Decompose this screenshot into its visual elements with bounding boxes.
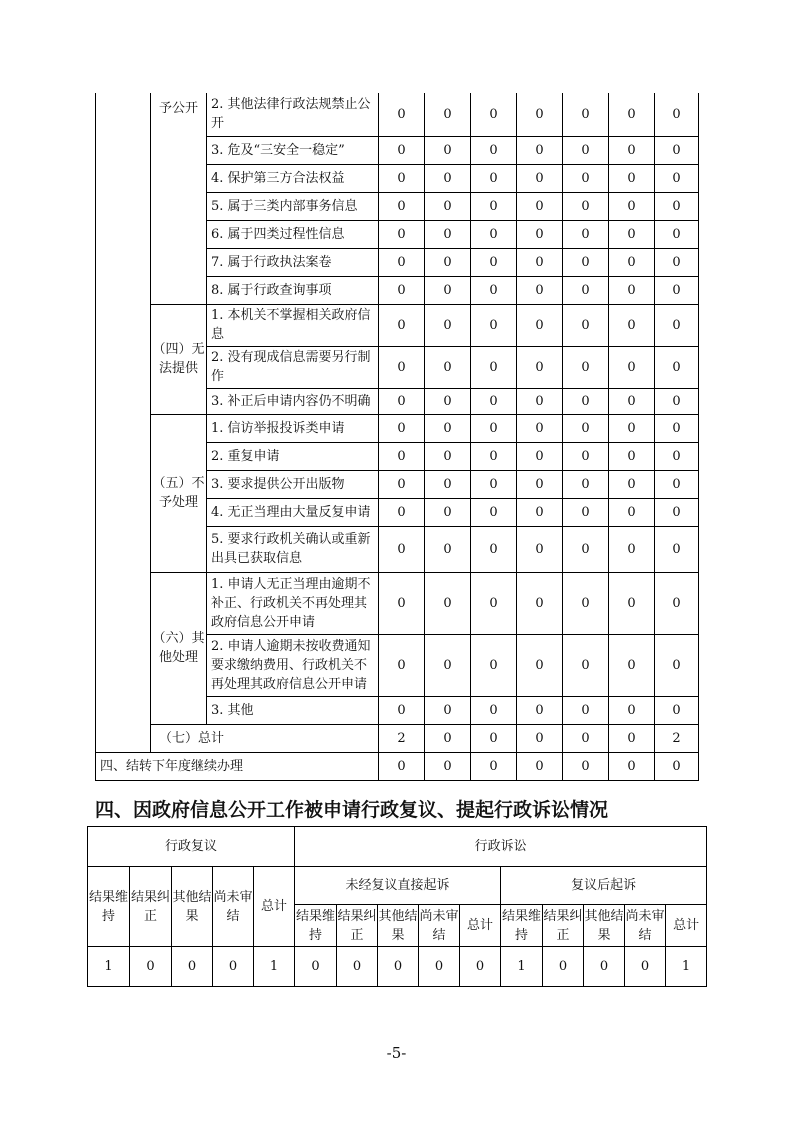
- value-cell: 0: [379, 248, 425, 276]
- value-cell: 0: [517, 498, 563, 526]
- value-cell: 0: [655, 572, 699, 634]
- value-cell: 0: [609, 696, 655, 724]
- value-cell: 0: [655, 248, 699, 276]
- value-cell: 0: [609, 572, 655, 634]
- after-review-col-header: 尚未审结: [625, 905, 666, 947]
- value-cell: 0: [471, 136, 517, 164]
- review-col-header: 结果维持: [88, 867, 130, 947]
- value-cell: 0: [471, 388, 517, 414]
- review-value-cell: 0: [130, 947, 172, 987]
- value-cell: 0: [471, 634, 517, 696]
- reason-cell: 2. 申请人逾期未按收费通知要求缴纳费用、行政机关不再处理其政府信息公开申请: [207, 634, 379, 696]
- total-value-cell: 2: [379, 724, 425, 752]
- value-cell: 0: [563, 634, 609, 696]
- after-review-col-header: 总计: [666, 905, 707, 947]
- review-col-header: 结果纠正: [130, 867, 172, 947]
- value-cell: 0: [563, 696, 609, 724]
- value-cell: 0: [379, 388, 425, 414]
- value-cell: 0: [655, 634, 699, 696]
- total-value-cell: 0: [471, 724, 517, 752]
- value-cell: 0: [517, 192, 563, 220]
- value-cell: 0: [517, 164, 563, 192]
- total-row: [96, 724, 699, 752]
- category-cell: （五）不予处理: [151, 414, 207, 572]
- value-cell: 0: [609, 220, 655, 248]
- direct-col-header: 总计: [460, 905, 501, 947]
- reason-cell: 2. 没有现成信息需要另行制作: [207, 346, 379, 388]
- table-row: [96, 572, 699, 634]
- value-cell: 0: [379, 526, 425, 572]
- value-cell: 0: [517, 304, 563, 346]
- disposal-table: [95, 93, 699, 781]
- value-cell: 0: [425, 572, 471, 634]
- review-values-row: [88, 947, 707, 987]
- value-cell: 0: [655, 276, 699, 304]
- value-cell: 0: [471, 93, 517, 136]
- review-value-cell: 1: [88, 947, 130, 987]
- review-value-cell: 0: [625, 947, 666, 987]
- review-litigation-table: [87, 826, 707, 987]
- review-value-cell: 0: [295, 947, 337, 987]
- table-row: [96, 304, 699, 346]
- value-cell: 0: [379, 276, 425, 304]
- value-cell: 0: [425, 498, 471, 526]
- value-cell: 0: [379, 93, 425, 136]
- value-cell: 0: [379, 498, 425, 526]
- reason-cell: 3. 危及“三安全一稳定”: [207, 136, 379, 164]
- direct-col-header: 尚未审结: [419, 905, 460, 947]
- value-cell: 0: [379, 220, 425, 248]
- total-value-cell: 0: [517, 724, 563, 752]
- value-cell: 0: [425, 248, 471, 276]
- value-cell: 0: [517, 93, 563, 136]
- value-cell: 0: [471, 164, 517, 192]
- value-cell: 0: [563, 470, 609, 498]
- value-cell: 0: [563, 414, 609, 442]
- value-cell: 0: [425, 192, 471, 220]
- value-cell: 0: [471, 276, 517, 304]
- review-value-cell: 1: [666, 947, 707, 987]
- after-review-col-header: 结果维持: [501, 905, 543, 947]
- after-review-col-header: 结果纠正: [543, 905, 584, 947]
- value-cell: 0: [471, 192, 517, 220]
- value-cell: 0: [609, 136, 655, 164]
- value-cell: 0: [425, 346, 471, 388]
- value-cell: 0: [471, 414, 517, 442]
- value-cell: 0: [517, 414, 563, 442]
- reason-cell: 2. 其他法律行政法规禁止公开: [207, 93, 379, 136]
- carryover-value-cell: 0: [471, 752, 517, 780]
- value-cell: 0: [379, 192, 425, 220]
- carryover-value-cell: 0: [609, 752, 655, 780]
- value-cell: 0: [655, 696, 699, 724]
- value-cell: 0: [425, 526, 471, 572]
- reason-cell: 3. 要求提供公开出版物: [207, 470, 379, 498]
- value-cell: 0: [609, 526, 655, 572]
- review-value-cell: 0: [213, 947, 254, 987]
- reason-cell: 1. 本机关不掌握相关政府信息: [207, 304, 379, 346]
- reason-cell: 4. 无正当理由大量反复申请: [207, 498, 379, 526]
- value-cell: 0: [425, 220, 471, 248]
- value-cell: 0: [425, 276, 471, 304]
- litigation-header: 行政诉讼: [295, 827, 707, 867]
- value-cell: 0: [609, 276, 655, 304]
- value-cell: 0: [517, 470, 563, 498]
- value-cell: 0: [563, 442, 609, 470]
- value-cell: 0: [425, 470, 471, 498]
- total-value-cell: 0: [425, 724, 471, 752]
- value-cell: 0: [379, 304, 425, 346]
- value-cell: 0: [563, 304, 609, 346]
- value-cell: 0: [563, 136, 609, 164]
- value-cell: 0: [425, 696, 471, 724]
- value-cell: 0: [609, 192, 655, 220]
- reason-cell: 5. 要求行政机关确认或重新出具已获取信息: [207, 526, 379, 572]
- reason-cell: 3. 补正后申请内容仍不明确: [207, 388, 379, 414]
- value-cell: 0: [563, 164, 609, 192]
- page-number: -5-: [386, 1044, 407, 1062]
- carryover-value-cell: 0: [517, 752, 563, 780]
- review-value-cell: 0: [378, 947, 419, 987]
- reason-cell: 4. 保护第三方合法权益: [207, 164, 379, 192]
- total-value-cell: 2: [655, 724, 699, 752]
- value-cell: 0: [655, 442, 699, 470]
- reason-cell: 8. 属于行政查询事项: [207, 276, 379, 304]
- review-value-cell: 0: [460, 947, 501, 987]
- value-cell: 0: [655, 220, 699, 248]
- value-cell: 0: [517, 248, 563, 276]
- value-cell: 0: [379, 696, 425, 724]
- review-value-cell: 0: [584, 947, 625, 987]
- reason-cell: 3. 其他: [207, 696, 379, 724]
- category-cell: （四）无法提供: [151, 304, 207, 414]
- carryover-value-cell: 0: [563, 752, 609, 780]
- value-cell: 0: [609, 304, 655, 346]
- value-cell: 0: [379, 572, 425, 634]
- value-cell: 0: [609, 248, 655, 276]
- value-cell: 0: [655, 304, 699, 346]
- category-cell: 予公开: [151, 93, 207, 304]
- value-cell: 0: [563, 192, 609, 220]
- value-cell: 0: [517, 346, 563, 388]
- reason-cell: 5. 属于三类内部事务信息: [207, 192, 379, 220]
- value-cell: 0: [609, 414, 655, 442]
- direct-suit-header: 未经复议直接起诉: [295, 867, 501, 905]
- value-cell: 0: [471, 220, 517, 248]
- value-cell: 0: [379, 164, 425, 192]
- value-cell: 0: [563, 498, 609, 526]
- value-cell: 0: [655, 388, 699, 414]
- value-cell: 0: [517, 572, 563, 634]
- value-cell: 0: [563, 248, 609, 276]
- carryover-value-cell: 0: [379, 752, 425, 780]
- review-value-cell: 0: [419, 947, 460, 987]
- value-cell: 0: [471, 498, 517, 526]
- value-cell: 0: [425, 164, 471, 192]
- after-review-suit-header: 复议后起诉: [501, 867, 707, 905]
- value-cell: 0: [425, 414, 471, 442]
- value-cell: 0: [379, 470, 425, 498]
- value-cell: 0: [563, 220, 609, 248]
- value-cell: 0: [425, 442, 471, 470]
- value-cell: 0: [655, 136, 699, 164]
- carryover-label: 四、结转下年度继续办理: [96, 752, 379, 780]
- section-heading: 四、因政府信息公开工作被申请行政复议、提起行政诉讼情况: [95, 799, 609, 821]
- value-cell: 0: [655, 93, 699, 136]
- value-cell: 0: [563, 276, 609, 304]
- value-cell: 0: [609, 93, 655, 136]
- value-cell: 0: [471, 304, 517, 346]
- review-value-cell: 1: [254, 947, 295, 987]
- value-cell: 0: [517, 442, 563, 470]
- value-cell: 0: [425, 388, 471, 414]
- value-cell: 0: [517, 634, 563, 696]
- value-cell: 0: [609, 164, 655, 192]
- value-cell: 0: [425, 93, 471, 136]
- review-col-header: 尚未审结: [213, 867, 254, 947]
- after-review-col-header: 其他结果: [584, 905, 625, 947]
- review-value-cell: 0: [337, 947, 378, 987]
- value-cell: 0: [655, 414, 699, 442]
- direct-col-header: 结果纠正: [337, 905, 378, 947]
- value-cell: 0: [379, 136, 425, 164]
- value-cell: 0: [655, 498, 699, 526]
- admin-review-header: 行政复议: [88, 827, 295, 867]
- reason-cell: 2. 重复申请: [207, 442, 379, 470]
- total-value-cell: 0: [563, 724, 609, 752]
- total-value-cell: 0: [609, 724, 655, 752]
- total-label: （七）总计: [151, 724, 379, 752]
- value-cell: 0: [471, 470, 517, 498]
- direct-col-header: 结果维持: [295, 905, 337, 947]
- review-col-header: 其他结果: [172, 867, 213, 947]
- carryover-value-cell: 0: [655, 752, 699, 780]
- value-cell: 0: [425, 634, 471, 696]
- value-cell: 0: [655, 346, 699, 388]
- value-cell: 0: [517, 136, 563, 164]
- value-cell: 0: [517, 696, 563, 724]
- reason-cell: 1. 信访举报投诉类申请: [207, 414, 379, 442]
- value-cell: 0: [609, 346, 655, 388]
- carryover-value-cell: 0: [425, 752, 471, 780]
- value-cell: 0: [609, 498, 655, 526]
- value-cell: 0: [563, 572, 609, 634]
- value-cell: 0: [425, 304, 471, 346]
- value-cell: 0: [655, 164, 699, 192]
- value-cell: 0: [563, 93, 609, 136]
- value-cell: 0: [379, 414, 425, 442]
- direct-col-header: 其他结果: [378, 905, 419, 947]
- value-cell: 0: [471, 346, 517, 388]
- reason-cell: 7. 属于行政执法案卷: [207, 248, 379, 276]
- value-cell: 0: [471, 696, 517, 724]
- review-value-cell: 0: [543, 947, 584, 987]
- value-cell: 0: [609, 442, 655, 470]
- value-cell: 0: [655, 192, 699, 220]
- value-cell: 0: [471, 442, 517, 470]
- value-cell: 0: [517, 388, 563, 414]
- value-cell: 0: [379, 634, 425, 696]
- value-cell: 0: [471, 572, 517, 634]
- value-cell: 0: [563, 346, 609, 388]
- value-cell: 0: [517, 276, 563, 304]
- value-cell: 0: [609, 634, 655, 696]
- value-cell: 0: [471, 248, 517, 276]
- carryover-row: [96, 752, 699, 780]
- outer-category-cell: [96, 93, 151, 752]
- value-cell: 0: [379, 346, 425, 388]
- category-cell: （六）其他处理: [151, 572, 207, 724]
- reason-cell: 1. 申请人无正当理由逾期不补正、行政机关不再处理其政府信息公开申请: [207, 572, 379, 634]
- review-value-cell: 1: [501, 947, 543, 987]
- value-cell: 0: [471, 526, 517, 572]
- value-cell: 0: [517, 220, 563, 248]
- review-value-cell: 0: [172, 947, 213, 987]
- reason-cell: 6. 属于四类过程性信息: [207, 220, 379, 248]
- table-row: [96, 93, 699, 136]
- value-cell: 0: [563, 526, 609, 572]
- value-cell: 0: [563, 388, 609, 414]
- value-cell: 0: [609, 470, 655, 498]
- value-cell: 0: [609, 388, 655, 414]
- value-cell: 0: [379, 442, 425, 470]
- value-cell: 0: [655, 470, 699, 498]
- value-cell: 0: [425, 136, 471, 164]
- review-col-header: 总计: [254, 867, 295, 947]
- table-row: [96, 414, 699, 442]
- value-cell: 0: [655, 526, 699, 572]
- value-cell: 0: [517, 526, 563, 572]
